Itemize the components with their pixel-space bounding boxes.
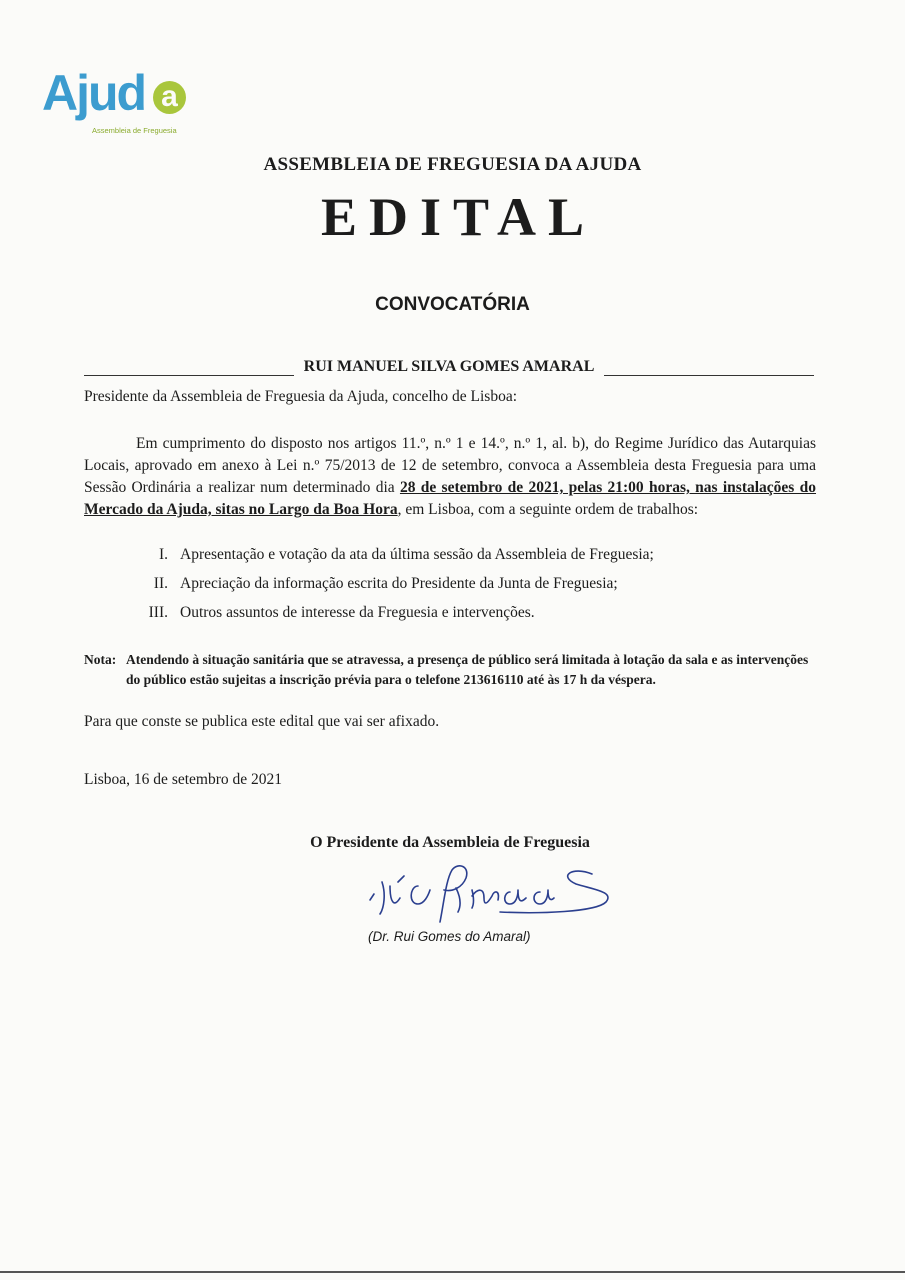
logo-subtitle: Assembleia de Freguesia [92, 126, 177, 135]
session-date-location: 28 de setembro de 2021, pelas 21:00 horas, nas instalações do Mercado da Ajuda, sitas no Largo da Boa Hora [84, 479, 817, 518]
signatory-name: (Dr. Rui Gomes do Amaral) [368, 929, 531, 944]
document-subtitle: CONVOCATÓRIA [375, 294, 530, 315]
logo-wordmark: Ajud [42, 65, 146, 121]
signature-stroke [370, 894, 374, 900]
agenda-item-number: I. [158, 546, 168, 563]
left-rule [84, 363, 294, 376]
agenda-item [130, 546, 830, 575]
signature-stroke [500, 871, 608, 913]
publication-statement: Para que conste se publica este edital que vai ser afixado. [84, 713, 440, 730]
signature-stroke [380, 876, 404, 914]
agenda-item-text: Apresentação e votação da ata da última sessão da Assembleia de Freguesia; [180, 546, 654, 563]
handwritten-signature [360, 852, 630, 932]
page-bottom-border [0, 1271, 905, 1273]
convener-name: RUI MANUEL SILVA GOMES AMARAL [303, 358, 595, 375]
place-date: Lisboa, 16 de setembro de 2021 [84, 771, 283, 788]
signature-stroke [505, 890, 526, 904]
convocation-outro: , em Lisboa, com a seguinte ordem de trabalhos: [397, 501, 699, 518]
right-rule [604, 363, 814, 376]
convocation-paragraph [84, 433, 816, 521]
document-title: EDITAL [320, 187, 597, 247]
agenda-list [130, 546, 830, 633]
signature-stroke [472, 890, 498, 908]
nota-text: Atendendo à situação sanitária que se atravessa, a presença de público será limitada à lotação da sala e as intervenções do público estão sujeitas a inscrição prévia para o telefone 213616110 até às 17 h da véspera. [126, 652, 809, 687]
agenda-item-text: Outros assuntos de interesse da Freguesia e intervenções. [180, 604, 535, 621]
agenda-item-number: II. [153, 575, 168, 592]
signature-stroke [411, 886, 430, 904]
signature-stroke [440, 866, 467, 922]
signatory-title: O Presidente da Assembleia de Freguesia [310, 834, 590, 851]
convener-role: Presidente da Assembleia de Freguesia da Ajuda, concelho de Lisboa: [84, 388, 518, 405]
signature-stroke [534, 890, 554, 904]
agenda-item-text: Apreciação da informação escrita do Presidente da Junta de Freguesia; [180, 575, 618, 592]
nota-label: Nota: [84, 652, 117, 667]
logo-a-circle: a [153, 81, 186, 114]
agenda-item [130, 604, 830, 633]
ajuda-logo [42, 65, 192, 140]
nota-block [84, 650, 824, 690]
agenda-item [130, 575, 830, 604]
convener-name-line [84, 358, 814, 376]
agenda-item-number: III. [148, 604, 168, 621]
convocation-intro: Em cumprimento do disposto nos artigos 11.º, n.º 1 e 14.º, n.º 1, al. b), do Regime Jurídico das Autarquias Locais, aprovado em anexo à Lei n.º 75/2013 de 12 de setembro, convoca a Assembleia desta Freguesia para uma Sessão Ordinária a realizar num determinado dia [84, 435, 816, 496]
organization-title: ASSEMBLEIA DE FREGUESIA DA AJUDA [263, 154, 642, 175]
